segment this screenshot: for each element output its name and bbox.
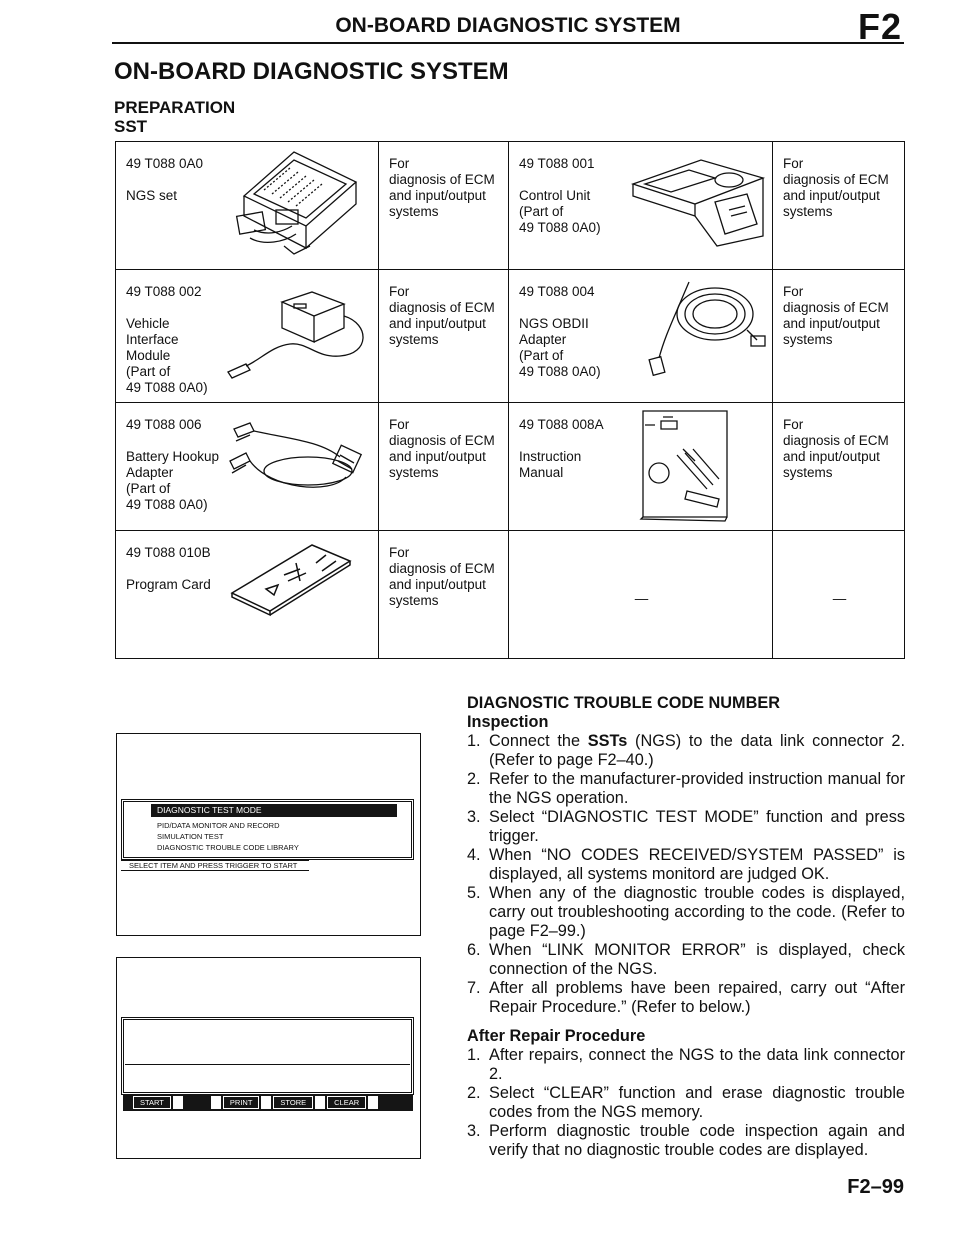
sst-purpose-cell — [379, 531, 509, 659]
dtc-title: DIAGNOSTIC TROUBLE CODE NUMBER — [467, 694, 780, 712]
menu-item: PID/DATA MONITOR AND RECORD — [157, 821, 280, 830]
sst-purpose-text: For diagnosis of ECM and input/output systems — [783, 417, 889, 480]
ngs-screen-menu — [116, 733, 421, 936]
sst-purpose-text: For diagnosis of ECM and input/output systems — [389, 545, 495, 608]
after-repair-steps — [467, 1046, 905, 1160]
step-item: 1. After repairs, connect the NGS to the data link connector 2. — [467, 1046, 905, 1083]
function-key-bar — [123, 1094, 413, 1111]
sst-purpose-cell — [773, 270, 905, 403]
sst-part-text: 49 T088 0A0 NGS set — [126, 156, 204, 203]
page-title: ON-BOARD DIAGNOSTIC SYSTEM — [114, 58, 509, 85]
inspection-steps — [467, 732, 905, 1017]
key-separator — [173, 1096, 183, 1109]
step-item: 5. When any of the diagnostic trouble codes is displayed, carry out troubleshooting according to the code. (Refer to page F2–99.) — [467, 884, 905, 940]
sst-part-text: 49 T088 008A Instruction Manual — [519, 417, 604, 480]
sst-purpose-text: For diagnosis of ECM and input/output systems — [783, 156, 889, 219]
page-header — [112, 6, 904, 47]
sst-purpose-text: For diagnosis of ECM and input/output systems — [389, 417, 495, 480]
ngs-screen-functions — [116, 957, 421, 1159]
step-item: 6. When “LINK MONITOR ERROR” is displayed, check connection of the NGS. — [467, 941, 905, 978]
sst-purpose-text: For diagnosis of ECM and input/output systems — [389, 156, 495, 219]
key-separator — [368, 1096, 378, 1109]
sst-part-cell — [116, 403, 379, 531]
sst-part-cell — [116, 142, 379, 270]
sst-purpose-cell — [773, 403, 905, 531]
sst-part-text: 49 T088 004 NGS OBDII Adapter (Part of 49 T088 0A0) — [519, 284, 601, 379]
sst-purpose-cell — [379, 270, 509, 403]
sst-purpose-text: — — [832, 590, 847, 606]
step-item: 7. After all problems have been repaired, carry out “After Repair Procedure.” (Refer to below.) — [467, 979, 905, 1016]
sst-table — [115, 141, 905, 659]
sst-part-text: 49 T088 006 Battery Hookup Adapter (Part of 49 T088 0A0) — [126, 417, 220, 512]
sst-purpose-cell — [773, 531, 905, 659]
clear-key: CLEAR — [327, 1096, 366, 1109]
menu-item: DIAGNOSTIC TROUBLE CODE LIBRARY — [157, 843, 299, 852]
section-code: F2 — [857, 6, 902, 47]
store-key: STORE — [273, 1096, 313, 1109]
status-line: SELECT ITEM AND PRESS TRIGGER TO START — [121, 860, 309, 871]
sst-purpose-cell — [773, 142, 905, 270]
sst-part-cell — [509, 270, 773, 403]
step-item: 4. When “NO CODES RECEIVED/SYSTEM PASSED” is displayed, all systems monitord are judged OK. — [467, 846, 905, 883]
menu-item: SIMULATION TEST — [157, 832, 224, 841]
key-separator — [261, 1096, 271, 1109]
step-item: 2. Select “CLEAR” function and erase diagnostic trouble codes from the NGS memory. — [467, 1084, 905, 1121]
sst-part-cell — [509, 531, 773, 659]
sst-part-text: 49 T088 001 Control Unit (Part of 49 T088 0A0) — [519, 156, 601, 235]
after-repair-title: After Repair Procedure — [467, 1027, 646, 1045]
sst-purpose-cell — [379, 403, 509, 531]
sst-purpose-text: For diagnosis of ECM and input/output systems — [389, 284, 495, 347]
start-key: START — [133, 1096, 171, 1109]
step-item: 1. Connect the SSTs (NGS) to the data link connector 2. (Refer to page F2–40.) — [467, 732, 905, 769]
sst-part-text: 49 T088 010B Program Card — [126, 545, 211, 592]
page-number: F2–99 — [847, 1176, 904, 1198]
sst-part-text: — — [634, 590, 649, 606]
section-label: PREPARATION — [114, 98, 236, 117]
step-item: 3. Perform diagnostic trouble code inspection again and verify that no diagnostic trouble codes are displayed. — [467, 1122, 905, 1159]
key-separator — [315, 1096, 325, 1109]
step-item: 3. Select “DIAGNOSTIC TEST MODE” function and press trigger. — [467, 808, 905, 845]
divider — [125, 1064, 410, 1065]
sst-part-cell — [509, 142, 773, 270]
key-separator — [211, 1096, 221, 1109]
sst-part-cell — [509, 403, 773, 531]
sst-part-cell — [116, 531, 379, 659]
sst-purpose-text: For diagnosis of ECM and input/output systems — [783, 284, 889, 347]
print-key: PRINT — [223, 1096, 260, 1109]
menu-highlight: DIAGNOSTIC TEST MODE — [151, 804, 397, 817]
dtc-subtitle: Inspection — [467, 713, 549, 731]
screen-window — [121, 1017, 414, 1095]
sst-purpose-cell — [379, 142, 509, 270]
sst-part-text: 49 T088 002 Vehicle Interface Module (Part of 49 T088 0A0) — [126, 284, 208, 395]
sst-part-cell — [116, 270, 379, 403]
header-title: ON-BOARD DIAGNOSTIC SYSTEM — [335, 14, 681, 37]
step-item: 2. Refer to the manufacturer-provided instruction manual for the NGS operation. — [467, 770, 905, 807]
subsection-label: SST — [114, 117, 148, 136]
